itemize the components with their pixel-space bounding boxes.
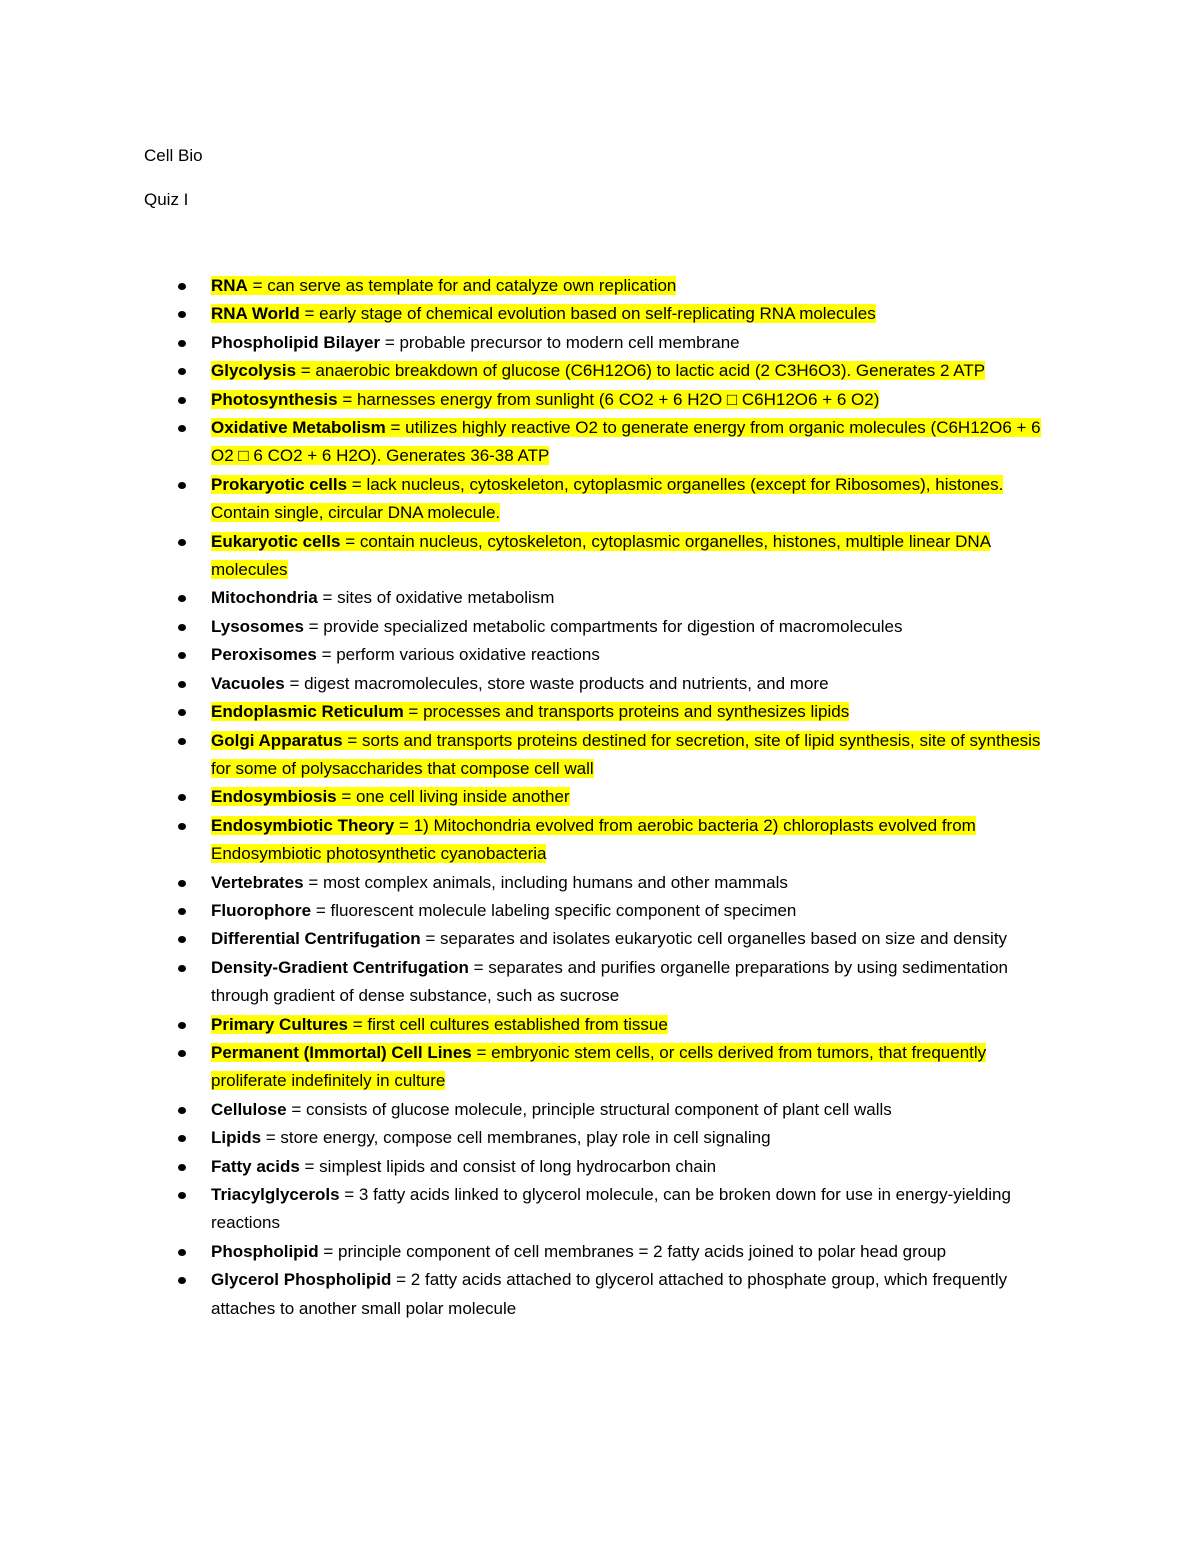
item-term: RNA: [211, 276, 248, 295]
bullet-icon: [178, 652, 186, 659]
list-item: [0, 1124, 1061, 1152]
item-term: Glycolysis: [211, 361, 297, 381]
bullet-icon: [178, 1022, 186, 1029]
bullet-icon: [178, 1107, 186, 1114]
bullet-icon: [178, 595, 186, 602]
bullet-icon: [178, 1192, 186, 1199]
item-text: [211, 958, 1008, 1005]
list-item: [0, 954, 1061, 1011]
list-item: [0, 897, 1061, 925]
item-term: RNA World: [211, 304, 300, 324]
list-item: [0, 414, 1061, 471]
item-term: Prokaryotic cells: [211, 474, 348, 494]
item-definition: = principle component of cell membranes = 2 fatty acids joined to polar head group: [318, 1241, 947, 1261]
item-definition: = consists of glucose molecule, principle structural component of plant cell walls: [286, 1099, 892, 1119]
list-item: [0, 670, 1061, 698]
list-item: [0, 1011, 1061, 1039]
item-text: [211, 787, 570, 806]
item-text: [211, 276, 676, 295]
bullet-icon: [178, 283, 186, 290]
item-definition: = can serve as template for and catalyze own replication: [247, 276, 677, 295]
list-item: [0, 471, 1061, 528]
list-item: [0, 812, 1061, 869]
bullet-icon: [178, 738, 186, 745]
item-text: [211, 333, 740, 352]
item-definition: = digest macromolecules, store waste products and nutrients, and more: [284, 673, 829, 693]
item-term: Vertebrates: [211, 872, 304, 892]
item-definition: = provide specialized metabolic compartments for digestion of macromolecules: [303, 616, 903, 636]
item-definition: = 1) Mitochondria evolved from aerobic bacteria 2) chloroplasts evolved from Endosymbiotic photosynthetic cyanobacteria: [211, 815, 976, 864]
item-definition: = separates and purifies organelle preparations by using sedimentation through gradient of dense substance, such as sucrose: [211, 957, 1009, 1006]
item-definition: = sorts and transports proteins destined for secretion, site of lipid synthesis, site of synthesis for some of polysaccharides that compose cell wall: [211, 730, 1041, 778]
list-item: [0, 272, 1061, 300]
item-definition: = sites of oxidative metabolism: [317, 588, 555, 608]
item-term: Mitochondria: [211, 588, 318, 608]
list-item: [0, 1153, 1061, 1181]
item-term: Phospholipid: [211, 1241, 319, 1261]
item-term: Endosymbiotic Theory: [211, 815, 395, 835]
item-text: [211, 901, 796, 920]
list-item: [0, 329, 1061, 357]
item-text: [211, 588, 554, 607]
list-item: [0, 528, 1061, 585]
item-text: [211, 645, 600, 664]
bullet-icon: [178, 1135, 186, 1142]
document-subtitle: Quiz I: [144, 190, 189, 209]
item-definition: = harnesses energy from sunlight (6 CO2 + 6 H2O □ C6H12O6 + 6 O2): [337, 389, 880, 409]
item-definition: = contain nucleus, cytoskeleton, cytoplasmic organelles, histones, multiple linear DNA molecules: [211, 531, 991, 580]
item-term: Differential Centrifugation: [211, 929, 421, 949]
item-term: Endoplasmic Reticulum: [211, 702, 404, 722]
item-term: Oxidative Metabolism: [211, 418, 386, 438]
item-text: [211, 418, 1041, 465]
bullet-icon: [178, 539, 186, 546]
list-item: [0, 783, 1061, 811]
list-item: [0, 613, 1061, 641]
list-item: [0, 869, 1061, 897]
item-text: [211, 304, 876, 323]
list-item: [0, 1039, 1061, 1096]
bullet-icon: [178, 794, 186, 801]
item-term: Eukaryotic cells: [211, 531, 341, 551]
item-definition: = 3 fatty acids linked to glycerol molecule, can be broken down for use in energy-yielding reactions: [211, 1185, 1011, 1233]
bullet-icon: [178, 681, 186, 688]
list-item: [0, 386, 1061, 414]
item-term: Peroxisomes: [211, 645, 317, 665]
item-definition: = embryonic stem cells, or cells derived from tumors, that frequently proliferate indefinitely in culture: [211, 1042, 987, 1091]
item-term: Triacylglycerols: [211, 1185, 340, 1204]
item-text: [211, 674, 829, 693]
item-text: [211, 1270, 1007, 1317]
list-item: [0, 584, 1061, 612]
bullet-icon: [178, 823, 186, 830]
item-definition: = perform various oxidative reactions: [316, 645, 600, 665]
item-term: Lipids: [211, 1128, 262, 1148]
notes-list: [0, 272, 1200, 1323]
item-text: [211, 1128, 771, 1147]
bullet-icon: [178, 880, 186, 887]
item-term: Density-Gradient Centrifugation: [211, 957, 469, 977]
bullet-icon: [178, 936, 186, 943]
item-definition: = simplest lipids and consist of long hydrocarbon chain: [299, 1156, 717, 1176]
item-text: [211, 390, 879, 409]
list-item: [0, 300, 1061, 328]
item-text: [211, 1015, 668, 1034]
item-definition: = separates and isolates eukaryotic cell organelles based on size and density: [420, 929, 1008, 949]
bullet-icon: [178, 425, 186, 432]
list-item: [0, 698, 1061, 726]
list-item: [0, 1238, 1061, 1266]
item-definition: = lack nucleus, cytoskeleton, cytoplasmic organelles (except for Ribosomes), histones. Contain single, circular DNA molecule.: [211, 474, 1004, 523]
item-text: [211, 1100, 892, 1119]
item-term: Phospholipid Bilayer: [211, 332, 381, 352]
bullet-icon: [178, 965, 186, 972]
item-text: [211, 1242, 946, 1261]
item-definition: = fluorescent molecule labeling specific component of specimen: [311, 900, 797, 920]
item-text: [211, 475, 1003, 522]
document-title: Cell Bio: [144, 146, 203, 165]
list-item: [0, 641, 1061, 669]
item-text: [211, 532, 990, 579]
bullet-icon: [178, 1277, 186, 1284]
item-text: [211, 873, 788, 892]
bullet-icon: [178, 482, 186, 489]
item-definition: = one cell living inside another: [336, 787, 570, 807]
bullet-icon: [178, 368, 186, 375]
bullet-icon: [178, 908, 186, 915]
item-definition: = most complex animals, including humans and other mammals: [303, 872, 788, 892]
item-term: Cellulose: [211, 1099, 287, 1119]
item-text: [211, 361, 985, 380]
item-text: [211, 702, 849, 721]
bullet-icon: [178, 1249, 186, 1256]
list-item: [0, 925, 1061, 953]
item-definition: = probable precursor to modern cell membrane: [380, 332, 740, 352]
item-term: Photosynthesis: [211, 389, 338, 409]
item-text: [211, 1157, 716, 1176]
item-text: [211, 1185, 1011, 1232]
bullet-icon: [178, 624, 186, 631]
item-text: [211, 731, 1040, 778]
item-term: Permanent (Immortal) Cell Lines: [211, 1042, 472, 1062]
item-term: Endosymbiosis: [211, 787, 337, 807]
bullet-icon: [178, 397, 186, 404]
item-definition: = utilizes highly reactive O2 to generate energy from organic molecules (C6H12O6 + 6 O2 □ 6 CO2 + 6 H2O). Generates 36-38 ATP: [211, 418, 1041, 466]
item-text: [211, 617, 903, 636]
item-term: Vacuoles: [211, 673, 285, 693]
item-definition: = processes and transports proteins and synthesizes lipids: [403, 702, 850, 722]
bullet-icon: [178, 1050, 186, 1057]
item-term: Lysosomes: [211, 616, 304, 636]
item-term: Fatty acids: [211, 1156, 300, 1176]
item-definition: = 2 fatty acids attached to glycerol attached to phosphate group, which frequently attaches to another small polar molecule: [211, 1270, 1008, 1318]
item-definition: = early stage of chemical evolution based on self-replicating RNA molecules: [299, 304, 876, 324]
item-definition: = anaerobic breakdown of glucose (C6H12O6) to lactic acid (2 C3H6O3). Generates 2 ATP: [296, 361, 986, 381]
item-term: Primary Cultures: [211, 1014, 348, 1034]
item-definition: = first cell cultures established from tissue: [348, 1014, 668, 1034]
item-term: Golgi Apparatus: [211, 730, 343, 750]
bullet-icon: [178, 311, 186, 318]
list-item: [0, 1096, 1061, 1124]
bullet-icon: [178, 340, 186, 347]
item-definition: = store energy, compose cell membranes, play role in cell signaling: [261, 1128, 771, 1148]
list-item: [0, 1181, 1061, 1238]
item-term: Fluorophore: [211, 900, 312, 920]
list-item: [0, 1266, 1061, 1323]
item-text: [211, 1043, 986, 1090]
list-item: [0, 357, 1061, 385]
bullet-icon: [178, 1164, 186, 1171]
list-item: [0, 727, 1061, 784]
item-term: Glycerol Phospholipid: [211, 1270, 392, 1290]
item-text: [211, 929, 1007, 948]
item-text: [211, 816, 976, 863]
bullet-icon: [178, 709, 186, 716]
